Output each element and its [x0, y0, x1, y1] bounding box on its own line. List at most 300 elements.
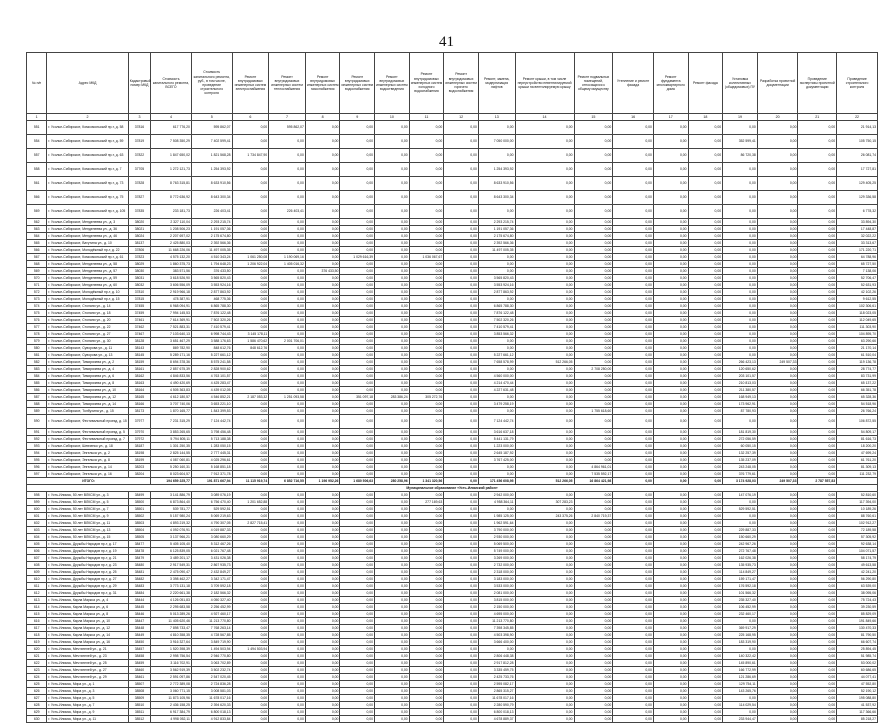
table-cell: 0,00 — [340, 590, 375, 597]
table-cell: 7 124 442,74 — [478, 415, 515, 429]
table-cell: 0,00 — [232, 632, 269, 639]
table-row — [27, 534, 878, 541]
table-cell: 0,00 — [375, 429, 410, 436]
table-cell: 0,00 — [688, 261, 723, 268]
table-cell: 0,00 — [723, 646, 758, 653]
table-cell: 0,00 — [409, 240, 444, 247]
table-header-row — [27, 53, 878, 114]
table-cell: 0,00 — [574, 646, 613, 653]
table-cell: 7 410 579,41 — [191, 324, 232, 331]
table-cell: 6 021 767,48 — [191, 548, 232, 555]
address-cell: г. Усолье-Сибирское, Суворова ул., д. 13 — [47, 352, 128, 359]
table-cell: 0,00 — [409, 366, 444, 373]
table-cell: 0,00 — [798, 324, 837, 331]
address-cell: г. Усолье-Сибирское, Энгельса ул., д. 16 — [47, 471, 128, 478]
table-cell: 0,00 — [269, 233, 306, 240]
table-row — [27, 527, 878, 534]
table-cell: 0,00 — [798, 534, 837, 541]
table-cell: 0,00 — [305, 373, 340, 380]
table-cell: 0,00 — [269, 366, 306, 373]
table-cell: 0,00 — [269, 450, 306, 457]
table-cell: 0,00 — [305, 261, 340, 268]
table-cell: 211 380,57 — [723, 387, 758, 394]
column-header: Ремонт внутридомовых инженерных систем холодного водоснабжения — [409, 53, 444, 114]
table-cell: 3 565 820,43 — [478, 275, 515, 282]
table-cell: 0,00 — [375, 667, 410, 674]
table-cell: 1 206 922,04 — [232, 261, 269, 268]
table-cell: 0,00 — [232, 303, 269, 310]
table-cell: 0,00 — [515, 548, 574, 555]
table-cell: 0,00 — [375, 289, 410, 296]
table-cell: 0,00 — [375, 450, 410, 457]
table-cell: 0,00 — [409, 688, 444, 695]
address-cell: г. Усолье-Сибирское, Менделеева ул., д. 36 — [47, 226, 128, 233]
table-cell: 0,00 — [444, 240, 479, 247]
total-cell: 0,00 — [444, 478, 479, 485]
table-cell: 38450 — [128, 639, 150, 646]
table-cell: 0,00 — [574, 597, 613, 604]
address-cell: г. Усть-Илимск, Дружбы Народов пр-т, д. 27 — [47, 576, 128, 583]
table-cell: 0,00 — [688, 380, 723, 387]
table-cell: 8 575 241,58 — [191, 359, 232, 366]
table-cell: 0,00 — [798, 359, 837, 366]
table-cell: 0,00 — [515, 233, 574, 240]
table-cell: 0,00 — [688, 226, 723, 233]
table-cell: 0,00 — [798, 373, 837, 380]
table-cell: 0,00 — [232, 443, 269, 450]
table-cell: 0,00 — [613, 541, 654, 548]
table-cell: 0,00 — [688, 443, 723, 450]
table-cell: 2 645 187,92 — [478, 450, 515, 457]
table-cell: 0,00 — [515, 268, 574, 275]
table-cell: 0,00 — [232, 352, 269, 359]
table-cell: 0,00 — [305, 443, 340, 450]
table-cell: 52 631,93 — [837, 282, 878, 289]
column-header: Проведение строительного контроля — [837, 53, 878, 114]
table-cell: 0,00 — [688, 373, 723, 380]
table-cell: 38445 — [128, 604, 150, 611]
table-cell: 0,00 — [574, 121, 613, 135]
table-cell: 0,00 — [653, 632, 688, 639]
table-cell: 0,00 — [515, 450, 574, 457]
address-cell: г. Усть-Илимск, 50 лет ВЛКСМ ул., д. 11 — [47, 520, 128, 527]
column-number: 9 — [340, 114, 375, 121]
table-cell: 0,00 — [515, 569, 574, 576]
table-cell: 33 313,67 — [837, 240, 878, 247]
table-cell: 42 102,26 — [837, 289, 878, 296]
table-cell: 129 405,25 — [837, 177, 878, 191]
column-number: 6 — [232, 114, 269, 121]
table-cell: 0,00 — [757, 702, 798, 709]
table-cell: 117 394,00 — [837, 499, 878, 506]
table-cell: 105 750,15 — [837, 135, 878, 149]
table-cell: 4 505 363,83 — [151, 387, 192, 394]
table-cell: 1 301 250,35 — [151, 443, 192, 450]
table-cell: 0,00 — [269, 583, 306, 590]
table-cell: 75 724,43 — [837, 597, 878, 604]
table-cell: 0,00 — [653, 583, 688, 590]
table-cell: 162 026,38 — [723, 555, 758, 562]
table-cell: 0,00 — [269, 569, 306, 576]
table-cell: 0,00 — [757, 597, 798, 604]
table-cell: 0,00 — [653, 331, 688, 338]
table-cell: 0,00 — [515, 674, 574, 681]
table-cell: 627 — [27, 695, 47, 702]
table-cell: 0,00 — [232, 310, 269, 317]
table-cell: 0,00 — [269, 331, 306, 338]
table-cell: 0,00 — [757, 499, 798, 506]
table-row — [27, 121, 878, 135]
table-cell: 0,00 — [515, 702, 574, 709]
table-cell: 0,00 — [757, 268, 798, 275]
table-cell: 0,00 — [757, 219, 798, 226]
table-cell: 54 809,17 — [837, 429, 878, 436]
table-cell: 0,00 — [757, 562, 798, 569]
table-cell: 0,00 — [613, 520, 654, 527]
table-cell: 599 — [27, 499, 47, 506]
table-cell: 0,00 — [757, 569, 798, 576]
table-cell: 0,00 — [375, 464, 410, 471]
table-cell: 0,00 — [688, 716, 723, 723]
table-cell: 0,00 — [798, 513, 837, 520]
table-cell: 38457 — [128, 646, 150, 653]
table-cell: 0,00 — [340, 303, 375, 310]
address-cell: г. Усолье-Сибирское, Менделеева ул., д. 59 — [47, 275, 128, 282]
table-cell: 569 — [27, 205, 47, 219]
table-cell: 0,00 — [305, 653, 340, 660]
table-cell: 0,00 — [409, 492, 444, 499]
table-cell: 37455 — [128, 303, 150, 310]
table-cell: 0,00 — [515, 261, 574, 268]
table-cell: 0,00 — [653, 177, 688, 191]
table-cell: 575 — [27, 310, 47, 317]
table-cell: 585 — [27, 380, 47, 387]
table-cell: 0,00 — [340, 604, 375, 611]
table-cell: 0,00 — [232, 163, 269, 177]
table-cell: 272 767,48 — [723, 548, 758, 555]
table-cell: 586 — [27, 387, 47, 394]
table-cell: 0,00 — [688, 275, 723, 282]
table-cell: 376 433,50 — [191, 268, 232, 275]
table-cell: 2 436 158,25 — [151, 702, 192, 709]
table-cell: 0,00 — [574, 436, 613, 443]
table-cell: 588 — [27, 401, 47, 408]
table-cell: 0,00 — [798, 625, 837, 632]
table-cell: 584 — [27, 373, 47, 380]
table-cell: 0,00 — [305, 583, 340, 590]
table-cell: 0,00 — [574, 541, 613, 548]
table-cell: 0,00 — [409, 506, 444, 513]
table-cell: 2 865 315,27 — [478, 688, 515, 695]
table-cell: 11 497 005,35 — [191, 247, 232, 254]
table-cell: 0,00 — [269, 296, 306, 303]
table-cell: 0,00 — [574, 331, 613, 338]
table-cell: 0,00 — [478, 254, 515, 261]
table-cell: 0,00 — [409, 296, 444, 303]
table-cell: 591 — [27, 429, 47, 436]
table-cell: 0,00 — [409, 569, 444, 576]
table-cell: 0,00 — [232, 282, 269, 289]
table-cell: 7 898 733,47 — [151, 625, 192, 632]
table-cell: 0,00 — [340, 226, 375, 233]
table-cell: 0,00 — [574, 261, 613, 268]
table-cell: 0,00 — [688, 296, 723, 303]
table-cell: 0,00 — [688, 618, 723, 625]
table-cell: 5 250 160,31 — [151, 464, 192, 471]
table-cell: 2 724 836,28 — [191, 681, 232, 688]
table-cell: 0,00 — [653, 702, 688, 709]
table-cell: 0,00 — [688, 324, 723, 331]
table-cell: 0,00 — [688, 135, 723, 149]
table-cell: 0,00 — [409, 261, 444, 268]
table-cell: 65 328,36 — [837, 394, 878, 401]
column-header: Ремонт внутридомовых инженерных систем теплоснабжения — [269, 53, 306, 114]
table-cell: 0,00 — [688, 646, 723, 653]
address-cell: г. Усть-Илимск, Карла Маркса ул., д. 4 — [47, 597, 128, 604]
table-cell: 6 800 018,13 — [478, 709, 515, 716]
table-cell: 0,00 — [409, 177, 444, 191]
table-cell: 0,00 — [653, 366, 688, 373]
table-cell: 64 788,96 — [837, 254, 878, 261]
table-cell: 0,00 — [305, 247, 340, 254]
table-cell: 0,00 — [515, 716, 574, 723]
table-cell: 0,00 — [515, 667, 574, 674]
total-cell: 249 507,33 — [757, 478, 798, 485]
table-cell: 0,00 — [723, 415, 758, 429]
table-cell: 0,00 — [305, 674, 340, 681]
table-cell: 38502 — [128, 513, 150, 520]
table-cell: 0,00 — [798, 632, 837, 639]
table-cell: 0,00 — [723, 121, 758, 135]
table-cell: 3 606 556,09 — [151, 282, 192, 289]
table-cell: 562 — [27, 219, 47, 226]
table-cell: 0,00 — [613, 590, 654, 597]
table-cell: 0,00 — [409, 611, 444, 618]
table-cell: 0,00 — [653, 562, 688, 569]
table-cell: 0,00 — [444, 163, 479, 177]
table-cell: 0,00 — [340, 121, 375, 135]
table-cell: 0,00 — [478, 268, 515, 275]
table-cell: 0,00 — [798, 240, 837, 247]
table-cell: 38480 — [128, 562, 150, 569]
table-cell: 38024 — [128, 233, 150, 240]
table-cell: 135 935,73 — [723, 562, 758, 569]
table-cell: 0,00 — [688, 548, 723, 555]
table-cell: 0,00 — [757, 457, 798, 464]
table-cell: 0,00 — [653, 296, 688, 303]
table-cell: 601 — [27, 513, 47, 520]
table-cell: 0,00 — [375, 457, 410, 464]
table-cell: 6 778,32 — [837, 205, 878, 219]
table-cell: 383 571,56 — [151, 268, 192, 275]
table-cell: 0,00 — [613, 702, 654, 709]
column-header: Ремонт внутридомовых инженерных систем водоснабжения — [340, 53, 375, 114]
table-cell: 0,00 — [340, 527, 375, 534]
table-cell: 56 290,80 — [837, 576, 878, 583]
table-cell: 0,00 — [478, 506, 515, 513]
table-cell: 2 772 389,08 — [151, 681, 192, 688]
table-cell: 0,00 — [515, 471, 574, 478]
table-cell: 0,00 — [375, 317, 410, 324]
table-cell: 2 877 863,92 — [478, 289, 515, 296]
table-cell: 0,00 — [478, 345, 515, 352]
table-cell: 0,00 — [757, 527, 798, 534]
table-cell: 2 220 661,38 — [151, 590, 192, 597]
table-cell: 4 998 052,11 — [151, 716, 192, 723]
table-cell: 37806 — [128, 247, 150, 254]
table-cell: 0,00 — [515, 457, 574, 464]
table-cell: 0,00 — [574, 233, 613, 240]
table-cell: 0,00 — [688, 667, 723, 674]
table-cell: 0,00 — [723, 275, 758, 282]
table-cell: 0,00 — [613, 562, 654, 569]
table-cell: 0,00 — [232, 373, 269, 380]
table-cell: 3 145 178,11 — [232, 331, 269, 338]
table-cell: 33 894,30 — [837, 219, 878, 226]
table-cell: 0,00 — [305, 702, 340, 709]
table-cell: 9 612,55 — [837, 296, 878, 303]
table-cell: 0,00 — [340, 492, 375, 499]
table-cell: 5 289 171,16 — [151, 352, 192, 359]
table-cell: 0,00 — [653, 408, 688, 415]
table-cell: 4 695 000,00 — [478, 611, 515, 618]
table-cell: 0,00 — [613, 555, 654, 562]
table-cell: 0,00 — [232, 716, 269, 723]
table-cell: 0,00 — [574, 247, 613, 254]
table-cell: 2 857 675,39 — [151, 366, 192, 373]
table-cell: 0,00 — [574, 296, 613, 303]
table-cell: 0,00 — [653, 401, 688, 408]
table-cell: 0,00 — [409, 282, 444, 289]
column-number: 3 — [128, 114, 150, 121]
table-cell: 0,00 — [269, 562, 306, 569]
table-cell: 0,00 — [798, 394, 837, 401]
table-cell: 0,00 — [688, 317, 723, 324]
address-cell: г. Усолье-Сибирское, Стопани ул., д. 27 — [47, 331, 128, 338]
address-cell: г. Усолье-Сибирское, Менделеева ул., д. 57 — [47, 268, 128, 275]
table-cell: 0,00 — [269, 352, 306, 359]
table-cell: 114 029,54 — [723, 702, 758, 709]
table-cell: 0,00 — [723, 282, 758, 289]
table-cell: 0,00 — [613, 639, 654, 646]
table-cell: 0,00 — [269, 408, 306, 415]
table-cell: 6 865 788,30 — [478, 303, 515, 310]
table-cell: 0,00 — [444, 366, 479, 373]
table-cell: 0,00 — [757, 149, 798, 163]
table-cell: 66 607,74 — [837, 639, 878, 646]
table-cell: 0,00 — [375, 492, 410, 499]
table-row — [27, 611, 878, 618]
table-cell: 38458 — [128, 653, 150, 660]
table-cell: 581 — [27, 352, 47, 359]
table-cell: 0,00 — [653, 233, 688, 240]
table-cell: 3 533 000,00 — [478, 583, 515, 590]
repair-register-table — [26, 52, 878, 723]
column-header: Утепление и ремонт фасада — [613, 53, 654, 114]
table-cell: 0,00 — [305, 520, 340, 527]
table-cell: 0,00 — [375, 415, 410, 429]
table-cell: 0,00 — [798, 254, 837, 261]
table-cell: 0,00 — [305, 646, 340, 653]
table-cell: 580 — [27, 345, 47, 352]
table-cell: 0,00 — [232, 709, 269, 716]
table-cell: 2 591 097,86 — [151, 674, 192, 681]
table-cell: 0,00 — [340, 555, 375, 562]
table-cell: 0,00 — [613, 275, 654, 282]
table-cell: 468 775,36 — [191, 296, 232, 303]
table-row — [27, 401, 878, 408]
address-cell: г. Усолье-Сибирское, Тимирязева ул., д. 10 — [47, 387, 128, 394]
address-cell: г. Усть-Илимск, Мечтателей ул., д. 25 — [47, 660, 128, 667]
table-cell: 0,00 — [515, 492, 574, 499]
table-cell: 0,00 — [375, 296, 410, 303]
table-cell: 38483 — [128, 583, 150, 590]
table-cell: 0,00 — [409, 541, 444, 548]
table-cell: 7 502 320,26 — [191, 317, 232, 324]
table-cell: 3 767 425,00 — [478, 457, 515, 464]
table-cell: 0,00 — [305, 275, 340, 282]
table-cell: 0,00 — [375, 548, 410, 555]
table-cell: 0,00 — [613, 401, 654, 408]
table-cell: 0,00 — [574, 702, 613, 709]
table-cell: 0,00 — [409, 408, 444, 415]
table-cell: 0,00 — [757, 541, 798, 548]
table-cell: 6 125 839,05 — [151, 548, 192, 555]
table-cell: 0,00 — [409, 429, 444, 436]
table-cell: 2 280 590,79 — [478, 702, 515, 709]
address-cell: г. Усть-Илимск, Дружбы Народов пр-т, д. 17 — [47, 541, 128, 548]
table-cell: 0,00 — [688, 464, 723, 471]
table-cell: 0,00 — [515, 541, 574, 548]
table-cell: 0,00 — [340, 625, 375, 632]
table-cell: 0,00 — [515, 639, 574, 646]
table-cell: 0,00 — [515, 310, 574, 317]
table-cell: 0,00 — [409, 681, 444, 688]
table-cell: 1 254 393,92 — [478, 163, 515, 177]
table-cell: 376 779,61 — [723, 471, 758, 478]
table-cell: 0,00 — [798, 261, 837, 268]
table-cell: 0,00 — [305, 233, 340, 240]
table-row — [27, 345, 878, 352]
table-cell: 609 — [27, 569, 47, 576]
table-cell: 0,00 — [757, 121, 798, 135]
table-cell: 0,00 — [305, 135, 340, 149]
table-cell: 0,00 — [409, 359, 444, 366]
table-cell: 4 912 833,84 — [191, 716, 232, 723]
table-cell: 1 755 618,60 — [574, 408, 613, 415]
table-cell: 0,00 — [757, 394, 798, 401]
table-cell: 1 272 121,73 — [151, 163, 192, 177]
table-cell: 578 — [27, 331, 47, 338]
table-cell: 38448 — [128, 625, 150, 632]
address-cell: г. Усть-Илимск, 50 лет ВЛКСМ ул., д. 9 — [47, 513, 128, 520]
table-cell: 38021 — [128, 226, 150, 233]
table-cell: 0,00 — [478, 121, 515, 135]
table-cell: 0,00 — [444, 548, 479, 555]
table-cell: 0,00 — [340, 135, 375, 149]
table-cell: 0,00 — [375, 660, 410, 667]
table-cell: 0,00 — [798, 569, 837, 576]
table-cell: 11 497 005,35 — [478, 247, 515, 254]
address-cell: г. Усолье-Сибирское, Шевченко ул., д. 18 — [47, 443, 128, 450]
table-cell: 351 097,18 — [340, 394, 375, 401]
address-cell: г. Усть-Илимск, Мира ул., д. 5 — [47, 695, 128, 702]
column-header: Ремонт внутридомовых инженерных систем электроснабжения — [232, 53, 269, 114]
column-header: Стоимость капитального ремонта, руб., в том числе, проведение строительного контроля — [191, 53, 232, 114]
table-cell: 85 218,27 — [837, 716, 878, 723]
table-cell: 0,00 — [409, 415, 444, 429]
table-cell: 0,00 — [515, 401, 574, 408]
